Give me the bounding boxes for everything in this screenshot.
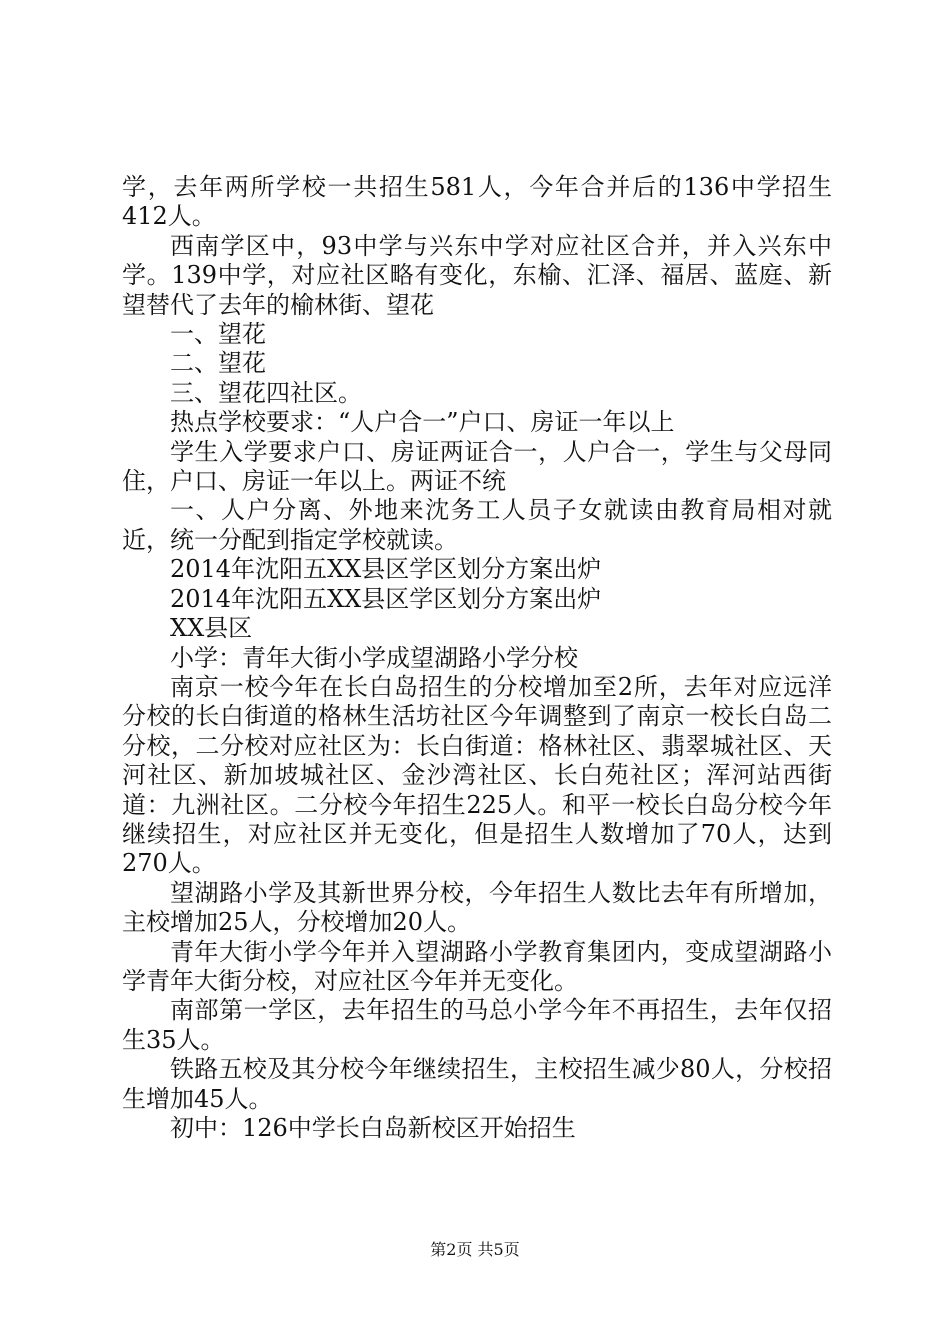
paragraph: 铁路五校及其分校今年继续招生，主校招生减少80人，分校招生增加45人。 — [122, 1055, 832, 1113]
paragraph: 青年大街小学今年并入望湖路小学教育集团内，变成望湖路小学青年大街分校，对应社区今年并无变化。 — [122, 937, 832, 995]
paragraph: 西南学区中，93中学与兴东中学对应社区合并，并入兴东中学。139中学，对应社区略有变化，东榆、汇泽、福居、蓝庭、新望替代了去年的榆林街、望花 — [122, 231, 832, 319]
paragraph: 南京一校今年在长白岛招生的分校增加至2所，去年对应远洋分校的长白街道的格林生活坊社区今年调整到了南京一校长白岛二分校，二分校对应社区为：长白街道：格林社区、翡翠城社区、天河社区、新加坡城社区、金沙湾社区、长白苑社区；浑河站西街道：九洲社区。二分校今年招生225人。和平一校长白岛分校今年继续招生，对应社区并无变化，但是招生人数增加了70人，达到270人。 — [122, 672, 832, 878]
paragraph: 学，去年两所学校一共招生581人，今年合并后的136中学招生412人。 — [122, 173, 832, 231]
paragraph: 南部第一学区，去年招生的马总小学今年不再招生，去年仅招生35人。 — [122, 996, 832, 1054]
paragraph: 热点学校要求：“人户合一”户口、房证一年以上 — [170, 408, 675, 437]
document-body — [122, 173, 832, 1143]
paragraph: 2014年沈阳五XX县区学区划分方案出炉 — [170, 555, 602, 584]
paragraph: 学生入学要求户口、房证两证合一，人户合一，学生与父母同住，户口、房证一年以上。两证不统 — [122, 437, 832, 496]
paragraph: 二、望花 — [170, 349, 266, 378]
paragraph: 一、人户分离、外地来沈务工人员子女就读由教育局相对就近，统一分配到指定学校就读。 — [122, 496, 832, 554]
paragraph: XX县区 — [170, 614, 253, 643]
page-footer — [0, 1240, 950, 1260]
paragraph: 望湖路小学及其新世界分校，今年招生人数比去年有所增加，主校增加25人，分校增加20人。 — [122, 878, 832, 937]
paragraph: 2014年沈阳五XX县区学区划分方案出炉 — [170, 584, 602, 613]
paragraph: 初中：126中学长白岛新校区开始招生 — [170, 1114, 576, 1142]
page-number: 第2页 共5页 — [430, 1240, 520, 1259]
paragraph: 小学：青年大街小学成望湖路小学分校 — [170, 643, 578, 672]
paragraph: 三、望花四社区。 — [170, 378, 362, 407]
paragraph: 一、望花 — [170, 320, 266, 349]
